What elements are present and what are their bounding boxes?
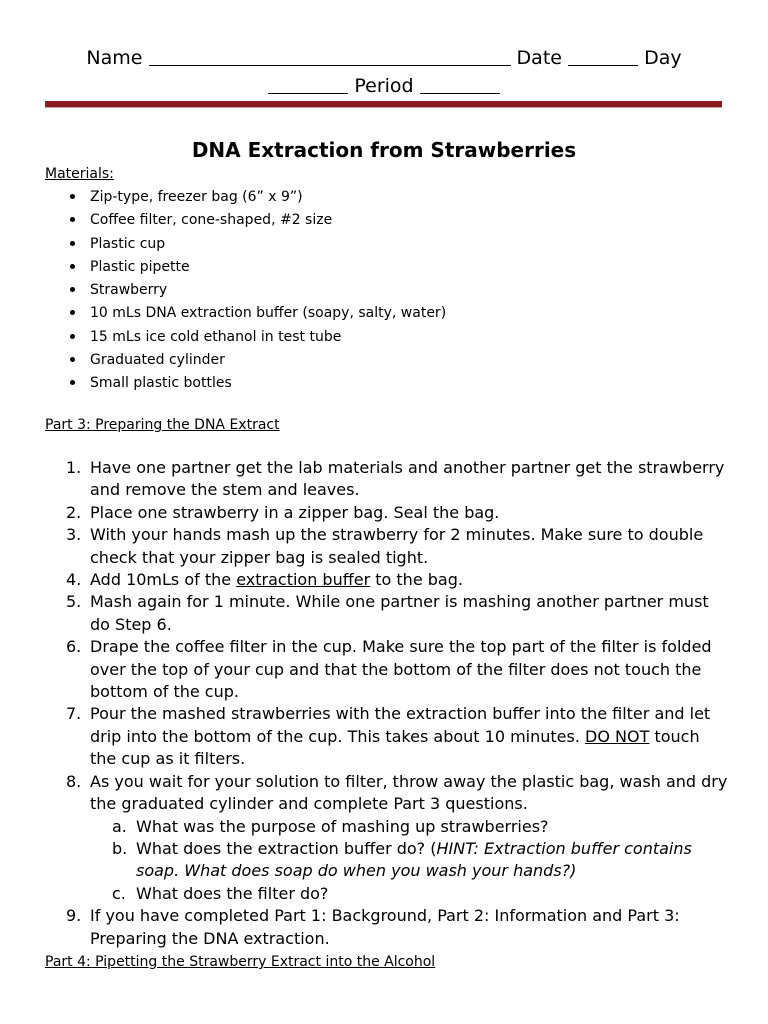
step-9 xyxy=(66,905,730,950)
question-c xyxy=(112,883,730,905)
step-number: 9. xyxy=(66,906,82,926)
question-letter: b. xyxy=(112,838,128,858)
name-blank xyxy=(149,46,511,66)
step-number: 2. xyxy=(66,502,82,522)
step-number: 7. xyxy=(66,704,82,724)
list-item: 15 mLs ice cold ethanol in test tube xyxy=(90,327,446,350)
step-4 xyxy=(66,569,730,591)
name-label: Name xyxy=(86,47,143,69)
step-1 xyxy=(66,457,730,502)
step-number: 3. xyxy=(66,525,82,545)
extraction-buffer-term: extraction buffer xyxy=(236,570,371,590)
materials-list xyxy=(90,187,446,397)
date-label: Date xyxy=(516,47,562,69)
step-text: Have one partner get the lab materials and another partner get the strawberry and remove the stem and leaves. xyxy=(90,458,725,500)
step-text: Drape the coffee filter in the cup. Make sure the top part of the filter is folded over the top of your cup and that the bottom of the filter does not touch the bottom of the cup. xyxy=(90,637,712,702)
do-not-warning: DO NOT xyxy=(585,726,650,746)
question-text: What does the filter do? xyxy=(136,883,329,903)
step-number: 4. xyxy=(66,570,82,590)
step-8-questions xyxy=(90,816,730,906)
header-line-1 xyxy=(0,46,768,70)
question-letter: c. xyxy=(112,883,126,903)
step-text: If you have completed Part 1: Background, Part 2: Information and Part 3: Preparing the DNA extraction. xyxy=(90,906,680,948)
step-8 xyxy=(66,771,730,905)
step-5 xyxy=(66,591,730,636)
header-divider xyxy=(45,101,722,108)
step-text: With your hands mash up the strawberry for 2 minutes. Make sure to double check that your zipper bag is sealed tight. xyxy=(90,525,704,567)
date-blank xyxy=(568,46,638,66)
list-item: Strawberry xyxy=(90,280,446,303)
step-text: Mash again for 1 minute. While one partner is mashing another partner must do Step 6. xyxy=(90,592,709,634)
list-item: Graduated cylinder xyxy=(90,350,446,373)
list-item: Plastic cup xyxy=(90,234,446,257)
period-label: Period xyxy=(354,75,414,97)
step-7 xyxy=(66,703,730,770)
step-number: 5. xyxy=(66,592,82,612)
step-number: 8. xyxy=(66,771,82,791)
period-blank xyxy=(420,74,500,94)
part3-steps xyxy=(66,457,730,950)
list-item: Zip-type, freezer bag (6” x 9”) xyxy=(90,187,446,210)
list-item: 10 mLs DNA extraction buffer (soapy, salty, water) xyxy=(90,303,446,326)
part3-heading: Part 3: Preparing the DNA Extract xyxy=(45,417,280,433)
list-item: Plastic pipette xyxy=(90,257,446,280)
step-text: As you wait for your solution to filter, throw away the plastic bag, wash and dry the graduated cylinder and complete Part 3 questions. xyxy=(90,771,728,814)
step-number: 6. xyxy=(66,637,82,657)
step-text: Place one strawberry in a zipper bag. Seal the bag. xyxy=(90,502,500,522)
materials-heading: Materials: xyxy=(45,166,114,182)
header-line-2 xyxy=(0,74,768,98)
list-item: Small plastic bottles xyxy=(90,373,446,396)
step-text: Pour the mashed strawberries with the extraction buffer into the filter and let drip into the bottom of the cup. This takes about 10 minutes. xyxy=(90,704,711,746)
page-title: DNA Extraction from Strawberries xyxy=(191,138,577,162)
step-text: touch the cup as it filters. xyxy=(90,726,700,769)
step-6 xyxy=(66,636,730,703)
day-blank xyxy=(268,74,348,94)
list-item: Coffee filter, cone-shaped, #2 size xyxy=(90,210,446,233)
question-letter: a. xyxy=(112,816,127,836)
part4-heading: Part 4: Pipetting the Strawberry Extract into the Alcohol xyxy=(45,954,436,970)
question-b xyxy=(112,838,730,883)
step-text: to the bag. xyxy=(370,570,463,590)
step-number: 1. xyxy=(66,458,82,477)
question-text: What was the purpose of mashing up strawberries? xyxy=(136,816,549,836)
step-text: Add 10mLs of the xyxy=(90,570,237,590)
hint-text: HINT: Extraction buffer contains soap. What does soap do when you wash your hands?) xyxy=(136,838,692,881)
question-text: What does the extraction buffer do? ( xyxy=(136,838,437,858)
step-2 xyxy=(66,502,730,524)
step-3 xyxy=(66,524,730,569)
day-label: Day xyxy=(644,47,682,69)
question-a xyxy=(112,816,730,838)
